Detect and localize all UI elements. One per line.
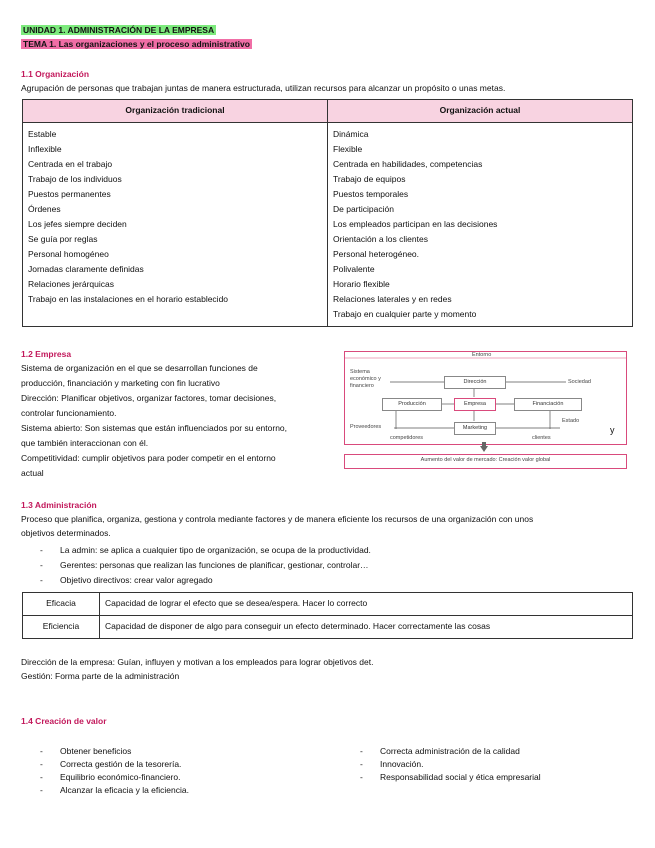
empresa-line: producción, financiación y marketing con fin lucrativo (21, 378, 220, 388)
admin-intro-line: Proceso que planifica, organiza, gestiona y controla mediante factores y de manera eficiente los recursos de una organización con unos (21, 514, 534, 524)
section-1-1-title: 1.1 Organización (21, 69, 90, 79)
organization-table (22, 99, 633, 327)
estado-label: Estado (562, 418, 580, 424)
topic-title (21, 39, 252, 50)
col-traditional-header: Organización tradicional (23, 100, 328, 123)
section-1-4-title: 1.4 Creación de valor (21, 716, 107, 726)
current-item: Relaciones laterales y en redes (333, 294, 452, 304)
admin-bullet-list (21, 543, 621, 588)
competidores-label: competidores (390, 435, 424, 441)
side-letter: y (610, 425, 615, 435)
entorno-label: Entorno (472, 352, 492, 358)
value-bullet: - Correcta gestión de la tesorería. (21, 758, 321, 771)
current-item: Horario flexible (333, 279, 390, 289)
current-item: Dinámica (333, 129, 369, 139)
col-current-header: Organización actual (328, 100, 633, 123)
term-cell: Eficacia (23, 593, 100, 616)
traditional-cell (23, 123, 328, 327)
financiacion-box: Financiación (514, 398, 582, 411)
empresa-line: Dirección: Planificar objetivos, organizar factores, tomar decisiones, (21, 393, 277, 403)
admin-intro-line: objetivos determinados. (21, 528, 111, 538)
table-row (23, 593, 633, 616)
traditional-item: Se guía por reglas (28, 234, 98, 244)
traditional-item: Personal homogéneo (28, 249, 109, 259)
sistema-line: económico y (350, 376, 381, 382)
value-bullet: - Alcanzar la eficacia y la eficiencia. (21, 784, 321, 797)
efficiency-table-grid (22, 592, 633, 639)
traditional-item: Trabajo de los individuos (28, 174, 122, 184)
current-item: Personal heterogéneo. (333, 249, 420, 259)
traditional-item: Inflexible (28, 144, 62, 154)
empresa-line: que también interaccionan con él. (21, 438, 149, 448)
direccion-box: Dirección (444, 376, 506, 389)
empresa-box: Empresa (454, 398, 496, 411)
admin-bullet: - Objetivo directivos: crear valor agregado (21, 573, 621, 588)
traditional-item: Centrada en el trabajo (28, 159, 113, 169)
unit-title (21, 25, 216, 36)
value-bullet: - Innovación. (341, 758, 641, 771)
section-1-3-title: 1.3 Administración (21, 500, 97, 510)
section-1-2-text (21, 363, 339, 483)
admin-bullet: - La admin: se aplica a cualquier tipo de organización, se ocupa de la productividad. (21, 543, 621, 558)
organization-table-grid (22, 99, 633, 327)
value-bullet: - Equilibrio económico-financiero. (21, 771, 321, 784)
current-item: Polivalente (333, 264, 375, 274)
current-item: Trabajo en cualquier parte y momento (333, 309, 477, 319)
value-bullet: - Correcta administración de la calidad (341, 745, 641, 758)
empresa-line: Sistema abierto: Son sistemas que están influenciados por su entorno, (21, 423, 288, 433)
traditional-item: Trabajo en las instalaciones en el horario establecido (28, 294, 229, 304)
sistema-line: financiero (350, 383, 374, 389)
proveedores-label: Proveedores (350, 424, 382, 430)
empresa-line: Sistema de organización en el que se desarrollan funciones de (21, 363, 258, 373)
empresa-line: actual (21, 468, 44, 478)
topic-title-text: TEMA 1. Las organizaciones y el proceso administrativo (23, 39, 250, 49)
section-1-3-intro (21, 514, 533, 542)
value-bullet: - Obtener beneficios (21, 745, 321, 758)
empresa-line: controlar funcionamiento. (21, 408, 117, 418)
produccion-box: Producción (382, 398, 442, 411)
current-item: De participación (333, 204, 394, 214)
definition-cell: Capacidad de disponer de algo para conseguir un efecto determinado. Hacer correctamente las cosas (100, 616, 633, 639)
down-arrow-shaft (482, 442, 486, 447)
section-1-2-title: 1.2 Empresa (21, 349, 72, 359)
value-list-left (21, 745, 321, 797)
current-item: Los empleados participan en las decisiones (333, 219, 498, 229)
current-item: Orientación a los clientes (333, 234, 428, 244)
definition-cell: Capacidad de lograr el efecto que se desea/espera. Hacer lo correcto (100, 593, 633, 616)
value-bullet: - Responsabilidad social y ética empresarial (341, 771, 641, 784)
current-item: Trabajo de equipos (333, 174, 406, 184)
traditional-item: Estable (28, 129, 57, 139)
current-item: Flexible (333, 144, 363, 154)
current-item: Puestos temporales (333, 189, 409, 199)
unit-title-text: UNIDAD 1. ADMINISTRACIÓN DE LA EMPRESA (23, 25, 215, 35)
marketing-box: Marketing (454, 422, 496, 435)
sistema-label (350, 369, 381, 390)
current-cell (328, 123, 633, 327)
value-bullet-list-left (21, 745, 321, 797)
table-row (23, 616, 633, 639)
current-item: Centrada en habilidades, competencias (333, 159, 483, 169)
efficiency-table (22, 592, 633, 639)
traditional-item: Jornadas claramente definidas (28, 264, 144, 274)
admin-note: Dirección de la empresa: Guían, influyen y motivan a los empleados para lograr objetivos det. (21, 657, 374, 667)
diagram-footer-text: Aumento del valor de mercado: Creación valor global (420, 457, 551, 463)
traditional-item: Puestos permanentes (28, 189, 111, 199)
admin-note: Gestión: Forma parte de la administración (21, 671, 180, 681)
value-bullet-list-right (341, 745, 641, 784)
section-1-1-intro: Agrupación de personas que trabajan juntas de manera estructurada, utilizan recursos para alcanzar un propósito o unas metas. (21, 83, 506, 93)
clientes-label: clientes (532, 435, 551, 441)
traditional-item: Los jefes siempre deciden (28, 219, 127, 229)
value-list-right (341, 745, 641, 784)
traditional-item: Órdenes (28, 204, 61, 214)
sistema-line: Sistema (350, 369, 370, 375)
admin-notes (21, 657, 373, 685)
term-cell: Eficiencia (23, 616, 100, 639)
empresa-line: Competitividad: cumplir objetivos para poder competir en el entorno (21, 453, 276, 463)
admin-bullets (21, 543, 621, 588)
empresa-diagram (344, 349, 627, 471)
admin-bullet: - Gerentes: personas que realizan las funciones de planificar, gestionar, controlar… (21, 558, 621, 573)
sociedad-label: Sociedad (568, 379, 591, 385)
traditional-item: Relaciones jerárquicas (28, 279, 114, 289)
